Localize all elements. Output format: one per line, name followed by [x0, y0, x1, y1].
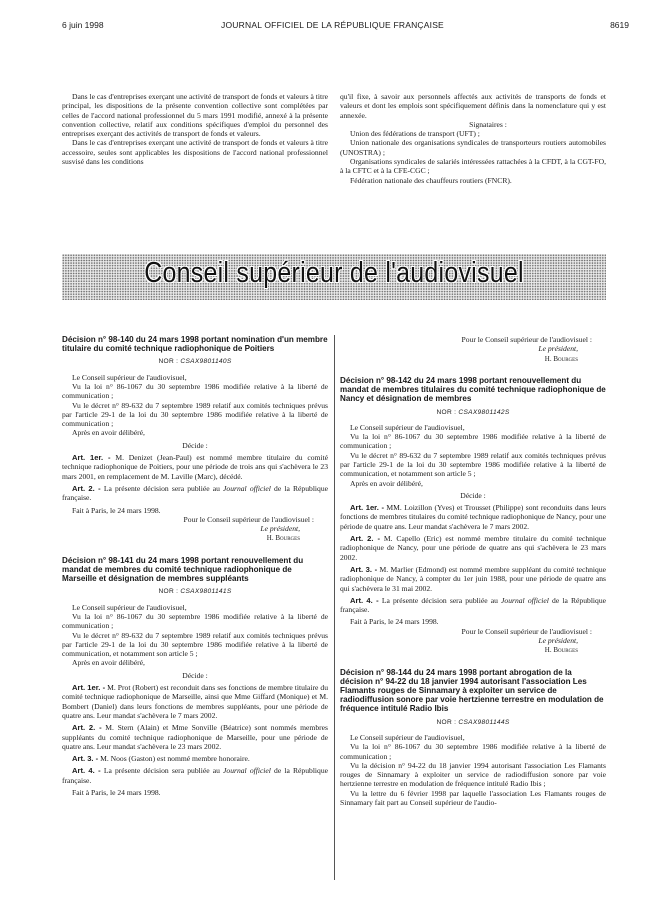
paragraph: Vu la loi n° 86-1067 du 30 septembre 1986 modifiée relative à la liberté de communication ; [340, 432, 606, 451]
decision-title: Décision n° 98-141 du 24 mars 1998 portant renouvellement du mandat de membres du comité technique radiophonique de Marseille et désignation de membres suppléants [62, 555, 304, 584]
nor-code: CSAX9801144S [458, 718, 510, 726]
signature-name [340, 354, 606, 364]
paragraph: Le Conseil supérieur de l'audiovisuel, [72, 372, 187, 382]
paragraph: Vu le décret n° 89-632 du 7 septembre 1989 relatif aux comités techniques prévus par l'article 29-1 de la loi du 30 septembre 1986 modifiée relative à la liberté de communication, et notamment son article 5 ; [340, 450, 606, 479]
journal-name: Journal officiel [223, 483, 271, 493]
header-page-number: 8619 [610, 20, 629, 30]
paragraph: Fédération nationale des chauffeurs routiers (FNCR). [350, 175, 512, 185]
paragraph: Vu la loi n° 86-1067 du 30 septembre 1986 modifiée relative à la liberté de communication ; [62, 611, 328, 631]
article-label: Art. 2. - [350, 534, 381, 544]
decide-heading: Décide : [460, 490, 486, 500]
bottom-right-column [340, 335, 606, 807]
nor-code: CSAX9801142S [458, 408, 510, 416]
signature-name [340, 645, 606, 655]
nor-reference [340, 718, 606, 727]
article-label: Art. 2. - [72, 723, 102, 733]
article [62, 453, 328, 481]
paragraph: Après en avoir délibéré, [72, 428, 145, 438]
article-text: de la République française. [340, 595, 606, 615]
article-label: Art. 1er. - [72, 453, 111, 463]
signature-authority: Pour le Conseil supérieur de l'audiovisuel : [461, 335, 592, 344]
signatory-name: H. Bourges [544, 646, 578, 655]
article [62, 766, 328, 785]
article [62, 484, 328, 503]
paragraph: Union nationale des organisations syndicales de transporteurs routiers automobiles (UNOSTRA) ; [340, 138, 606, 157]
article [340, 596, 606, 615]
signature-authority: Pour le Conseil supérieur de l'audiovisuel : [461, 626, 592, 636]
article-label: Art. 4. - [350, 595, 379, 605]
nor-label: NOR : [436, 408, 459, 416]
paragraph: Dans le cas d'entreprises exerçant une activité de transport de fonds et valeurs à titre principal, les dispositions de la présente convention collective sont complétées par celles de l'accord national professionnel du 5 mars 1991 modifié, annexé à la présente convention collective, relatif aux conditions spécifiques d'emploi du personnel des entreprises exerçant des activités de transport de fonds et valeurs. [62, 92, 328, 139]
signing-place-date: Fait à Paris, le 24 mars 1998. [72, 505, 161, 515]
decision-title: Décision n° 98-140 du 24 mars 1998 portant nomination d'un membre titulaire du comité technique radiophonique de Poitiers [62, 335, 328, 354]
article-label: Art. 1er. - [72, 683, 106, 693]
journal-name: Journal officiel [501, 595, 549, 605]
article-label: Art. 3. - [72, 754, 99, 764]
article-label: Art. 1er. - [350, 503, 384, 513]
article-text: La présente décision sera publiée au [103, 483, 224, 493]
paragraph: qu'il fixe, à savoir aux personnels affectés aux activités de transports de fonds et valeurs et dont les emplois sont spécifiquement définis dans la nomenclature qui y est annexée. [340, 92, 606, 120]
top-right-column [340, 92, 606, 185]
paragraph: Vu la décision n° 94-22 du 18 janvier 1994 autorisant l'association Les Flamants rouges de Sinnamary à exploiter un service de radiodiffusion sonore par voie hertzienne terrestre en modulation de fréquence intitulé Radio Ibis ; [340, 760, 606, 789]
paragraph: Vu le décret n° 89-632 du 7 septembre 1989 relatif aux comités techniques prévus par l'article 29-1 de la loi du 30 septembre 1986 modifiée relative à la liberté de communication ; [62, 400, 328, 429]
nor-code: CSAX9801141S [180, 588, 232, 596]
article-label: Art. 2. - [72, 483, 101, 493]
section-banner-title: Conseil supérieur de l'audiovisuel [144, 257, 524, 289]
article-text: de la République française. [62, 483, 328, 503]
bottom-left-column [62, 335, 328, 797]
paragraph: Union des fédérations de transport (UFT) ; [350, 129, 480, 139]
paragraph: Le Conseil supérieur de l'audiovisuel, [350, 422, 465, 432]
signature-title: Le président, [538, 636, 578, 646]
signature-authority: Pour le Conseil supérieur de l'audiovisuel : [183, 514, 314, 524]
article-text: M. Stern (Alain) et Mme Sonville (Béatrice) sont nommés membres suppléants du comité technique radiophonique de Marseille, pour une période de quatre ans. Leur mandat s'achèvera le 23 mars 2002. [62, 723, 328, 751]
page-header [0, 20, 665, 32]
signature-title: Le président, [260, 524, 300, 534]
article-text: La présente décision sera publiée au [103, 766, 224, 776]
article-text: La présente décision sera publiée au [381, 595, 502, 605]
nor-code: CSAX9801140S [180, 358, 232, 366]
paragraph: Organisations syndicales de salariés intéressées rattachées à la CFDT, à la CGT-FO, à la CFTC et à la CFE-CGC ; [340, 157, 606, 176]
paragraph: Dans le cas d'entreprises exerçant une activité de transport de fonds et valeurs à titre accessoire, seules sont applicables les dispositions de l'accord national professionnel susvisé dans les conditions [62, 138, 328, 167]
section-banner [62, 254, 606, 300]
top-left-column [62, 92, 328, 166]
signing-place-date: Fait à Paris, le 24 mars 1998. [72, 788, 161, 797]
paragraph: Après en avoir délibéré, [72, 658, 145, 668]
signing-place-date: Fait à Paris, le 24 mars 1998. [350, 617, 439, 627]
article [62, 683, 328, 720]
decide-heading: Décide : [182, 440, 208, 450]
header-date: 6 juin 1998 [62, 20, 104, 30]
article-text: M. Denizet (Jean-Paul) est nommé membre titulaire du comité technique radiophonique de Poitiers, pour une période de trois ans qui s'achèvera le 23 mars 2001, en remplacement de M. Laville (Marc), décédé. [62, 453, 328, 481]
nor-reference [62, 357, 328, 366]
signature-name [62, 533, 328, 543]
paragraph: Le Conseil supérieur de l'audiovisuel, [72, 602, 187, 612]
article-text: M. Noos (Gaston) est nommé membre honoraire. [100, 754, 250, 764]
nor-reference [62, 587, 328, 596]
article-label: Art. 4. - [72, 766, 101, 776]
decide-heading: Décide : [182, 670, 208, 680]
article-text: M. Marlier (Edmond) est nommé membre suppléant du comité technique radiophonique de Nancy, à compter du 1er juin 1988, pour une période de quatre ans qui s'achèvera le 31 mai 2002. [340, 564, 606, 593]
signatory-name: H. Bourges [544, 354, 578, 363]
article-text: M. Capello (Eric) est nommé membre titulaire du comité technique radiophonique de Nancy, pour une période de quatre ans qui s'achèvera le 23 mars 2002. [340, 534, 606, 562]
article [340, 565, 606, 593]
article-text: M. Prot (Robert) est reconduit dans ses fonctions de membre titulaire du comité technique radiophonique de Marseille, ainsi que Mme Giffard (Monique) et M. Bombert (Daniel) dans leurs fonctions de membres suppléants, pour une période de quatre ans. Leur mandat s'achèvera le 7 mars 2002. [62, 683, 328, 720]
paragraph: Le Conseil supérieur de l'audiovisuel, [350, 732, 465, 742]
paragraph: Vu la lettre du 6 février 1998 par laquelle l'association Les Flamants rouges de Sinnamary fait part au Conseil supérieur de l'audio- [340, 788, 606, 808]
paragraph: Vu la loi n° 86-1067 du 30 septembre 1986 modifiée relative à la liberté de communication ; [62, 382, 328, 401]
paragraph: Vu la loi n° 86-1067 du 30 septembre 1986 modifiée relative à la liberté de communication ; [340, 742, 606, 761]
decision-title: Décision n° 98-142 du 24 mars 1998 portant renouvellement du mandat de membres titulaires du comité technique radiophonique de Nancy et désignation de membres [340, 375, 606, 404]
nor-label: NOR : [158, 588, 181, 596]
nor-label: NOR : [436, 718, 459, 726]
article [62, 723, 328, 751]
nor-label: NOR : [158, 358, 181, 366]
journal-name: Journal officiel [223, 766, 271, 776]
article-text: MM. Loizillon (Yves) et Trousset (Philippe) sont reconduits dans leurs fonctions de membres titulaires du comité technique radiophonique de Nancy, pour une période de quatre ans. Leur mandat s'achèvera le 7 mars 2002. [340, 503, 606, 531]
signatory-name: H. Bourges [266, 534, 300, 543]
column-divider [334, 335, 335, 880]
nor-reference [340, 408, 606, 417]
paragraph: Vu le décret n° 89-632 du 7 septembre 1989 relatif aux comités techniques prévus par l'article 29-1 de la loi du 30 septembre 1986 modifiée relative à la liberté de communication, et notamment son article 5 ; [62, 630, 328, 659]
article [340, 534, 606, 562]
header-title: JOURNAL OFFICIEL DE LA RÉPUBLIQUE FRANÇAISE [221, 20, 444, 30]
article-text: de la République française. [62, 766, 328, 785]
paragraph: Après en avoir délibéré, [350, 478, 423, 488]
article-label: Art. 3. - [350, 564, 378, 574]
signatories-heading: Signataires : [469, 119, 507, 129]
article [62, 754, 328, 763]
signature-title: Le président, [538, 344, 578, 354]
article [340, 503, 606, 531]
decision-title: Décision n° 98-144 du 24 mars 1998 portant abrogation de la décision n° 94-22 du 18 janvier 1994 autorisant l'association Les Flamants rouges de Sinnamary à exploiter un service de radiodiffusion sonore par voie hertzienne terrestre en modulation de fréquence intitulé Radio Ibis [340, 667, 604, 714]
